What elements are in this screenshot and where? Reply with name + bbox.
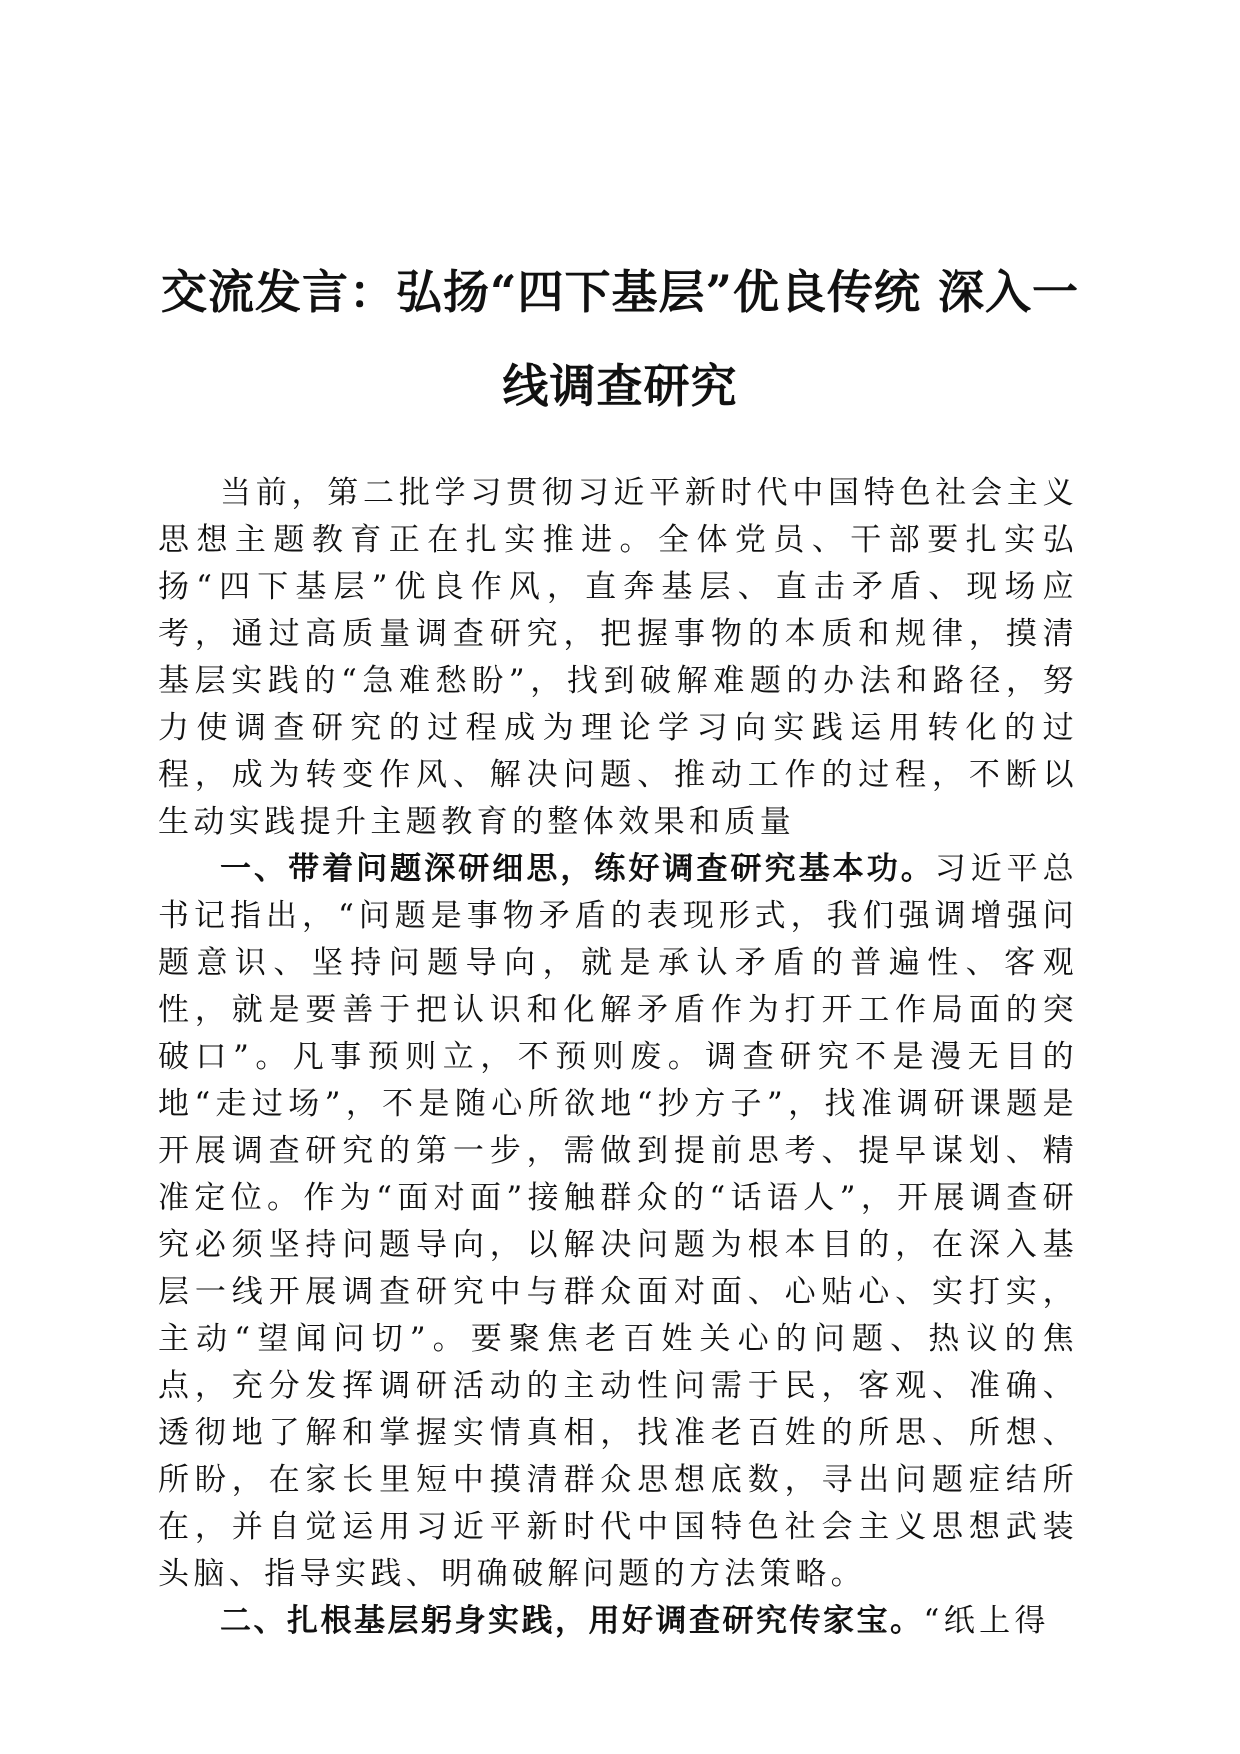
paragraph-section-1 [158,846,1078,1598]
paragraph-text: “纸上得 [923,1603,1050,1639]
paragraph-text: 当前，第二批学习贯彻习近平新时代中国特色社会主义思想主题教育正在扎实推进。全体党员、干部要扎实弘扬“四下基层”优良作风，直奔基层、直击矛盾、现场应考，通过高质量调查研究，把握事物的本质和规律，摸清基层实践的“急难愁盼”，找到破解难题的办法和路径，努力使调查研究的过程成为理论学习向实践运用转化的过程，成为转变作风、解决问题、推动工作的过程，不断以生动实践提升主题教育的整体效果和质量 [158,475,1078,840]
section-heading: 一、带着问题深研细思，练好调查研究基本功。 [220,851,935,887]
paragraph-intro [158,470,1078,846]
section-heading: 二、扎根基层躬身实践，用好调查研究传家宝。 [220,1603,924,1639]
document-body [158,470,1078,1645]
document-title: 交流发言：弘扬“四下基层”优良传统 深入一线调查研究 [161,265,1079,413]
paragraph-text: 习近平总书记指出，“问题是事物矛盾的表现形式，我们强调增强问题意识、坚持问题导向，就是承认矛盾的普遍性、客观性，就是要善于把认识和化解矛盾作为打开工作局面的突破口”。凡事预则立，不预则废。调查研究不是漫无目的地“走过场”，不是随心所欲地“抄方子”，找准调研课题是开展调查研究的第一步，需做到提前思考、提早谋划、精准定位。作为“面对面”接触群众的“话语人”，开展调查研究必须坚持问题导向，以解决问题为根本目的，在深入基层一线开展调查研究中与群众面对面、心贴心、实打实，主动“望闻问切”。要聚焦老百姓关心的问题、热议的焦点，充分发挥调研活动的主动性问需于民，客观、准确、透彻地了解和掌握实情真相，找准老百姓的所思、所想、所盼，在家长里短中摸清群众思想底数，寻出问题症结所在，并自觉运用习近平新时代中国特色社会主义思想武装头脑、指导实践、明确破解问题的方法策略。 [158,851,1078,1592]
paragraph-section-2 [158,1598,1078,1645]
